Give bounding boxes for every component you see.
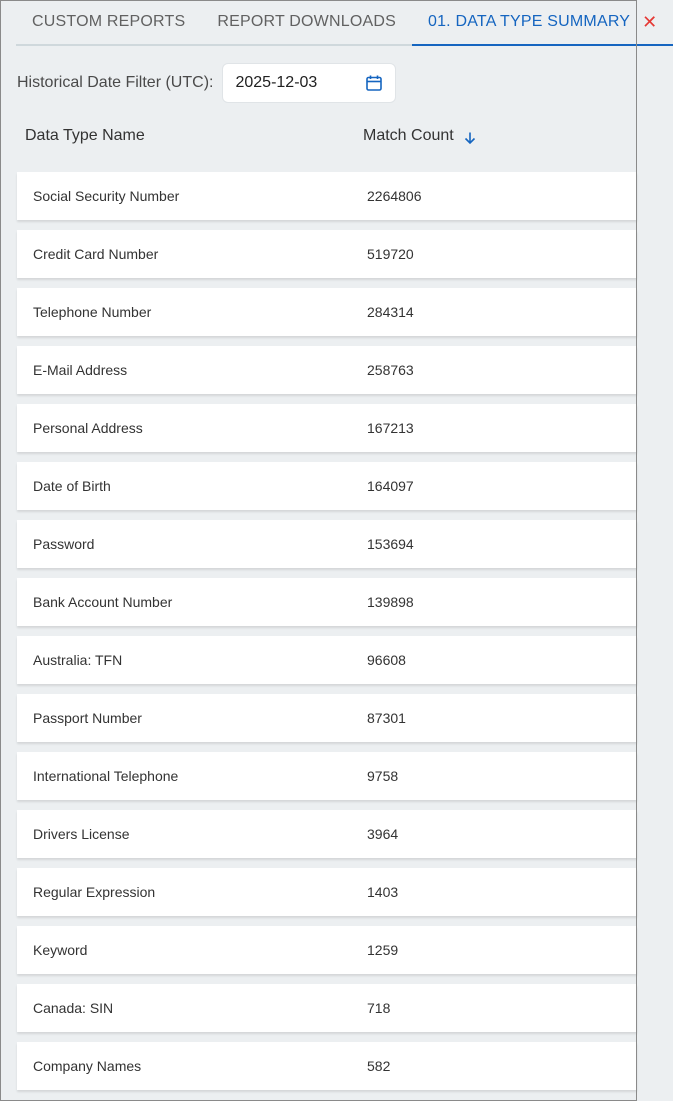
- date-filter-label: Historical Date Filter (UTC):: [17, 74, 214, 91]
- table-row[interactable]: [17, 404, 637, 452]
- cell-match-count: 87301: [367, 710, 406, 726]
- table-row[interactable]: [17, 230, 637, 278]
- table-row[interactable]: [17, 288, 637, 336]
- column-header-count-label: Match Count: [363, 127, 454, 144]
- table-row[interactable]: [17, 694, 637, 742]
- cell-match-count: 164097: [367, 478, 414, 494]
- column-header-count[interactable]: [363, 127, 477, 145]
- table-row[interactable]: [17, 172, 637, 220]
- cell-data-type-name: Telephone Number: [33, 304, 152, 320]
- cell-data-type-name: Passport Number: [33, 710, 142, 726]
- cell-match-count: 2264806: [367, 188, 422, 204]
- cell-data-type-name: Credit Card Number: [33, 246, 159, 262]
- cell-match-count: 1259: [367, 942, 399, 958]
- tab-custom-reports[interactable]: [16, 0, 201, 44]
- tab-report-downloads[interactable]: [201, 0, 412, 44]
- table-row[interactable]: [17, 926, 637, 974]
- cell-match-count: 3964: [367, 826, 399, 842]
- cell-match-count: 258763: [367, 362, 414, 378]
- cell-match-count: 718: [367, 1000, 391, 1016]
- cell-data-type-name: Canada: SIN: [33, 1000, 114, 1016]
- cell-data-type-name: Social Security Number: [33, 188, 180, 204]
- table-row[interactable]: [17, 984, 637, 1032]
- cell-data-type-name: Bank Account Number: [33, 594, 173, 610]
- cell-data-type-name: Personal Address: [33, 420, 143, 436]
- tab-label: CUSTOM REPORTS: [32, 13, 186, 30]
- close-icon[interactable]: ✕: [642, 12, 658, 32]
- cell-data-type-name: Drivers License: [33, 826, 130, 842]
- table-header: [25, 118, 625, 154]
- tab-bar: [16, 0, 658, 46]
- calendar-icon[interactable]: [365, 74, 383, 92]
- date-input[interactable]: [222, 63, 396, 103]
- cell-match-count: 1403: [367, 884, 399, 900]
- table-row[interactable]: [17, 636, 637, 684]
- cell-data-type-name: E-Mail Address: [33, 362, 128, 378]
- cell-data-type-name: Password: [33, 536, 95, 552]
- table-row[interactable]: [17, 520, 637, 568]
- cell-data-type-name: Company Names: [33, 1058, 142, 1074]
- table-row[interactable]: [17, 752, 637, 800]
- cell-match-count: 96608: [367, 652, 406, 668]
- cell-match-count: 153694: [367, 536, 414, 552]
- cell-data-type-name: Date of Birth: [33, 478, 111, 494]
- tab-label: REPORT DOWNLOADS: [217, 13, 396, 30]
- cell-data-type-name: Australia: TFN: [33, 652, 123, 668]
- table-row[interactable]: [17, 1042, 637, 1090]
- arrow-down-icon[interactable]: [463, 131, 477, 145]
- cell-data-type-name: Regular Expression: [33, 884, 156, 900]
- column-header-name[interactable]: Data Type Name: [25, 127, 145, 144]
- cell-match-count: 519720: [367, 246, 414, 262]
- table-row[interactable]: [17, 868, 637, 916]
- tab-data-type-summary[interactable]: [412, 0, 673, 44]
- tab-label: 01. DATA TYPE SUMMARY: [427, 13, 631, 30]
- cell-match-count: 167213: [367, 420, 414, 436]
- cell-match-count: 9758: [367, 768, 399, 784]
- table-row[interactable]: [17, 346, 637, 394]
- table-body: [17, 172, 637, 1100]
- cell-data-type-name: Keyword: [33, 942, 88, 958]
- date-value: 2025-12-03: [235, 74, 318, 91]
- cell-match-count: 582: [367, 1058, 391, 1074]
- cell-data-type-name: International Telephone: [33, 768, 179, 784]
- date-filter: [17, 62, 396, 104]
- table-row[interactable]: [17, 578, 637, 626]
- cell-match-count: 139898: [367, 594, 414, 610]
- table-row[interactable]: [17, 462, 637, 510]
- cell-match-count: 284314: [367, 304, 414, 320]
- table-row[interactable]: [17, 810, 637, 858]
